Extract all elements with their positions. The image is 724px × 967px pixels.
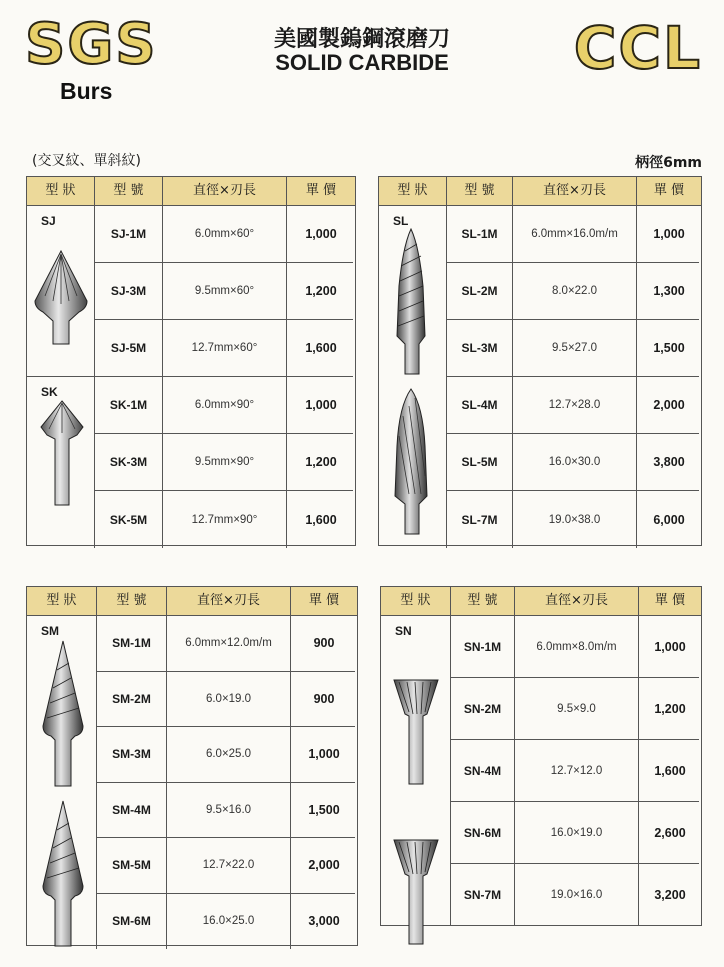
model-cell: SN-1M bbox=[451, 616, 515, 677]
table-header bbox=[27, 177, 355, 206]
column-header-shape: 型 狀 bbox=[381, 587, 451, 615]
model-cell: SL-7M bbox=[447, 491, 513, 548]
burr-illustration bbox=[37, 397, 87, 512]
table-row bbox=[95, 263, 353, 320]
shape-label: SK bbox=[41, 385, 58, 399]
price-cell: 1,200 bbox=[654, 701, 686, 716]
dimension-cell: 12.7×22.0 bbox=[167, 838, 291, 893]
shape-cell-sk bbox=[27, 377, 95, 548]
price-table bbox=[380, 586, 702, 926]
model-cell: SK-3M bbox=[95, 434, 163, 490]
column-header-price: 單 價 bbox=[653, 183, 685, 198]
table-row bbox=[97, 894, 355, 950]
logo-subtitle: Burs bbox=[60, 78, 113, 104]
price-cell: 1,600 bbox=[305, 512, 337, 527]
price-cell: 1,600 bbox=[654, 763, 686, 778]
dimension-cell: 16.0×30.0 bbox=[513, 434, 637, 490]
model-cell: SN-7M bbox=[451, 864, 515, 926]
shape-label: SM bbox=[41, 624, 59, 638]
shank-diameter-note: 柄徑6mm bbox=[635, 155, 702, 171]
price-cell: 900 bbox=[313, 691, 335, 706]
price-cell: 1,000 bbox=[305, 398, 337, 412]
page-title-chinese: 美國製鎢鋼滾磨刀 bbox=[273, 27, 450, 52]
model-cell: SL-1M bbox=[447, 206, 513, 262]
dimension-cell: 6.0mm×16.0m/m bbox=[513, 206, 637, 262]
price-cell: 1,500 bbox=[653, 341, 685, 355]
price-cell: 1,000 bbox=[308, 747, 340, 762]
burr-illustration bbox=[391, 836, 441, 951]
dimension-cell: 6.0mm×8.0m/m bbox=[515, 616, 639, 677]
page-title-english: SOLID CARBIDE bbox=[275, 50, 449, 75]
price-cell: 3,200 bbox=[654, 888, 686, 902]
dimension-cell: 16.0×25.0 bbox=[167, 894, 291, 950]
dimension-cell: 9.5mm×60° bbox=[163, 263, 287, 319]
dimension-cell: 6.0×19.0 bbox=[167, 672, 291, 727]
dimension-cell: 12.7×12.0 bbox=[515, 740, 639, 801]
price-cell: 900 bbox=[313, 636, 335, 651]
dimension-cell: 19.0×16.0 bbox=[515, 864, 639, 926]
table-row bbox=[95, 434, 353, 491]
table-header bbox=[27, 587, 357, 616]
shape-label: SJ bbox=[41, 214, 56, 228]
dimension-cell: 6.0mm×12.0m/m bbox=[167, 616, 291, 671]
price-cell: 3,800 bbox=[653, 455, 685, 469]
table-row bbox=[97, 672, 355, 728]
table-row bbox=[447, 377, 699, 434]
dimension-cell: 12.7×28.0 bbox=[513, 377, 637, 433]
column-header-dimension: 直徑×刃長 bbox=[163, 177, 287, 205]
price-cell: 1,200 bbox=[305, 455, 337, 469]
model-cell: SL-3M bbox=[447, 320, 513, 376]
shape-cell-sm bbox=[27, 616, 97, 949]
price-cell: 1,600 bbox=[305, 341, 337, 355]
model-cell: SL-2M bbox=[447, 263, 513, 319]
model-cell: SN-4M bbox=[451, 740, 515, 801]
column-header-model: 型 號 bbox=[451, 587, 515, 615]
model-cell: SK-1M bbox=[95, 377, 163, 433]
model-cell: SN-6M bbox=[451, 802, 515, 863]
price-cell: 1,000 bbox=[305, 227, 337, 241]
price-table bbox=[26, 586, 358, 946]
shape-cell-sn bbox=[381, 616, 451, 926]
price-table bbox=[26, 176, 356, 546]
dimension-cell: 9.5×16.0 bbox=[167, 783, 291, 838]
price-cell: 2,600 bbox=[654, 825, 686, 840]
dimension-cell: 9.5×9.0 bbox=[515, 678, 639, 739]
dimension-cell: 6.0mm×90° bbox=[163, 377, 287, 433]
shape-cell-sj bbox=[27, 206, 95, 377]
table-row bbox=[447, 491, 699, 548]
price-table bbox=[378, 176, 702, 546]
dimension-cell: 19.0×38.0 bbox=[513, 491, 637, 548]
table-row bbox=[95, 491, 353, 548]
column-header-price: 單 價 bbox=[654, 593, 686, 608]
table-row bbox=[451, 616, 699, 678]
table-row bbox=[451, 864, 699, 926]
model-cell: SM-2M bbox=[97, 672, 167, 727]
table-row bbox=[97, 727, 355, 783]
column-header-dimension: 直徑×刃長 bbox=[513, 177, 637, 205]
burr-illustration bbox=[39, 638, 87, 793]
sgs-logo: SGS bbox=[25, 12, 158, 77]
model-cell: SL-5M bbox=[447, 434, 513, 490]
model-cell: SJ-3M bbox=[95, 263, 163, 319]
table-row bbox=[451, 740, 699, 802]
burr-illustration bbox=[31, 246, 91, 351]
burr-illustration bbox=[389, 386, 433, 541]
column-header-model: 型 號 bbox=[95, 177, 163, 205]
dimension-cell: 9.5×27.0 bbox=[513, 320, 637, 376]
table-row bbox=[447, 434, 699, 491]
table-row bbox=[97, 616, 355, 672]
column-header-dimension: 直徑×刃長 bbox=[515, 587, 639, 615]
dimension-cell: 6.0mm×60° bbox=[163, 206, 287, 262]
dimension-cell: 8.0×22.0 bbox=[513, 263, 637, 319]
burr-illustration bbox=[391, 676, 441, 791]
shape-label: SN bbox=[395, 624, 412, 638]
table-row bbox=[97, 783, 355, 839]
model-cell: SM-6M bbox=[97, 894, 167, 950]
table-row bbox=[95, 206, 353, 263]
column-header-shape: 型 狀 bbox=[27, 587, 97, 615]
model-cell: SM-4M bbox=[97, 783, 167, 838]
table-row bbox=[95, 320, 353, 377]
model-cell: SL-4M bbox=[447, 377, 513, 433]
dimension-cell: 9.5mm×90° bbox=[163, 434, 287, 490]
table-row bbox=[447, 263, 699, 320]
column-header-price: 單 價 bbox=[305, 183, 337, 198]
column-header-model: 型 號 bbox=[447, 177, 513, 205]
column-header-model: 型 號 bbox=[97, 587, 167, 615]
model-cell: SJ-1M bbox=[95, 206, 163, 262]
price-cell: 2,000 bbox=[308, 858, 340, 873]
model-cell: SM-1M bbox=[97, 616, 167, 671]
price-cell: 1,000 bbox=[654, 639, 686, 654]
price-cell: 3,000 bbox=[308, 914, 340, 929]
ccl-logo: CCL bbox=[573, 14, 702, 82]
shape-cell-sl bbox=[379, 206, 447, 548]
price-cell: 1,000 bbox=[653, 227, 685, 241]
table-row bbox=[97, 838, 355, 894]
column-header-shape: 型 狀 bbox=[27, 177, 95, 205]
dimension-cell: 6.0×25.0 bbox=[167, 727, 291, 782]
price-cell: 2,000 bbox=[653, 398, 685, 412]
table-row bbox=[447, 206, 699, 263]
price-cell: 1,300 bbox=[653, 284, 685, 298]
column-header-shape: 型 狀 bbox=[379, 177, 447, 205]
dimension-cell: 16.0×19.0 bbox=[515, 802, 639, 863]
model-cell: SN-2M bbox=[451, 678, 515, 739]
table-row bbox=[447, 320, 699, 377]
table-header bbox=[381, 587, 701, 616]
price-cell: 1,200 bbox=[305, 284, 337, 298]
burr-illustration bbox=[389, 226, 433, 381]
model-cell: SK-5M bbox=[95, 491, 163, 548]
table-header bbox=[379, 177, 701, 206]
dimension-cell: 12.7mm×90° bbox=[163, 491, 287, 548]
price-cell: 6,000 bbox=[653, 512, 685, 527]
pattern-note: (交叉紋、單斜紋) bbox=[32, 153, 141, 169]
model-cell: SM-3M bbox=[97, 727, 167, 782]
shape-label: SL bbox=[393, 214, 409, 228]
table-row bbox=[451, 678, 699, 740]
model-cell: SJ-5M bbox=[95, 320, 163, 376]
column-header-price: 單 價 bbox=[308, 593, 340, 608]
table-row bbox=[451, 802, 699, 864]
table-row bbox=[95, 377, 353, 434]
column-header-dimension: 直徑×刃長 bbox=[167, 587, 291, 615]
dimension-cell: 12.7mm×60° bbox=[163, 320, 287, 376]
burr-illustration bbox=[39, 798, 87, 953]
model-cell: SM-5M bbox=[97, 838, 167, 893]
price-cell: 1,500 bbox=[308, 802, 340, 817]
